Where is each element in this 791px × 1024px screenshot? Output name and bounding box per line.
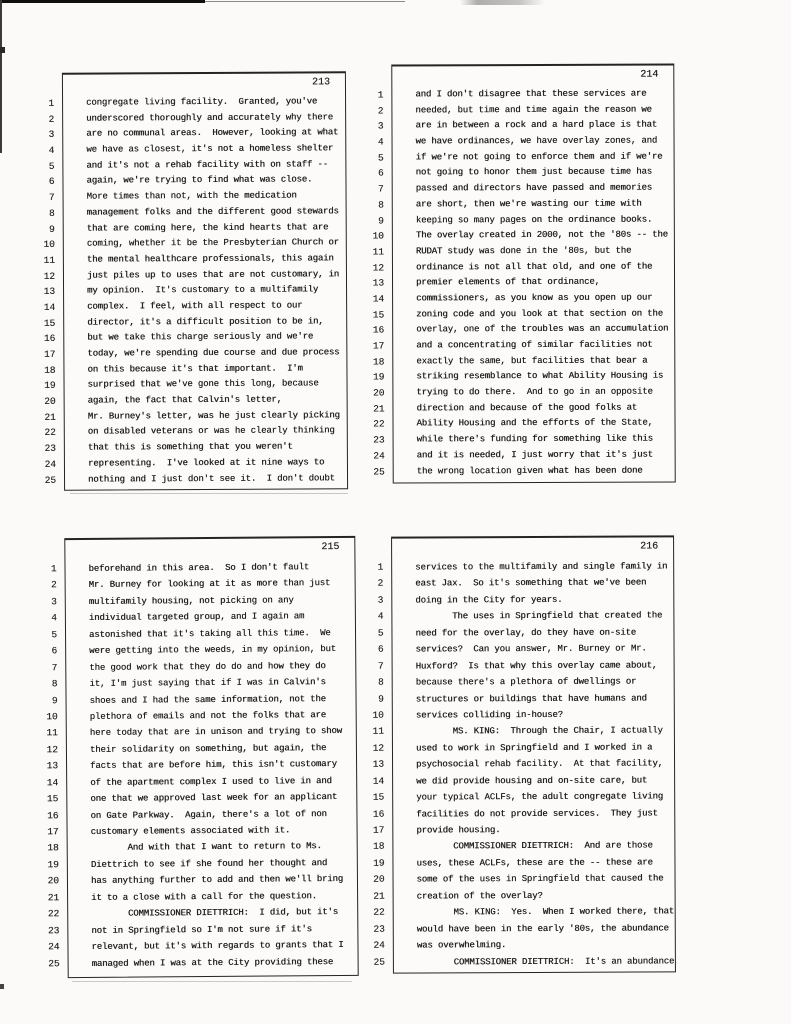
transcript-line: beforehand in this area. So I don't fault	[88, 562, 310, 574]
line-number: 2	[50, 579, 57, 591]
transcript-line: customary elements associated with it.	[90, 825, 291, 837]
page-number: 215	[321, 541, 340, 554]
transcript-line: And with that I want to return to Ms.	[90, 841, 322, 854]
transcript-line: multifamily housing, not picking on any	[88, 595, 294, 607]
line-number: 21	[44, 411, 56, 423]
transcript-text	[392, 558, 675, 970]
line-number: 23	[47, 924, 60, 936]
transcript-line: it to a close with a call for the question.	[91, 890, 317, 903]
transcript-line: zoning code and you look at that section on the	[416, 308, 663, 320]
page-number: 216	[640, 541, 659, 553]
line-number: 25	[48, 957, 60, 969]
transcript-line: passed and directors have passed and memories	[415, 182, 653, 194]
transcript-line: management folks and the different good stewards	[86, 206, 339, 218]
scan-mark-left-lower	[0, 984, 4, 989]
line-number: 18	[372, 841, 385, 853]
line-number-column	[28, 96, 56, 488]
line-number: 6	[48, 176, 55, 188]
transcript-line: today, we're spending due course and due process	[87, 347, 340, 359]
line-number: 4	[48, 144, 55, 156]
line-number: 9	[51, 694, 58, 706]
line-number: 16	[372, 808, 385, 820]
scan-shadow-page-215	[72, 981, 352, 982]
transcript-line: was overwhelming.	[416, 940, 507, 951]
line-number: 13	[46, 760, 59, 772]
transcript-line: are short, then we're wasting our time with	[415, 198, 642, 210]
transcript-line: commissioners, as you know as you open up our	[416, 292, 653, 304]
transcript-line: facts that are before him, this isn't customary	[90, 759, 337, 772]
line-number: 4	[377, 136, 384, 148]
transcript-line: provide housing.	[416, 825, 501, 836]
transcript-line: services? Can you answer, Mr. Burney or Mr.	[415, 643, 647, 655]
line-number: 20	[47, 875, 60, 887]
line-number: 3	[51, 596, 57, 608]
transcript-line: structures or buildings that have humans and	[415, 693, 647, 705]
line-number: 7	[377, 183, 384, 195]
transcript-line: RUDAT study was done in the '80s, but the	[415, 245, 632, 257]
line-number: 7	[48, 191, 55, 203]
page-sheet	[391, 535, 676, 973]
line-number: 23	[44, 442, 56, 454]
line-number: 20	[44, 395, 56, 407]
transcript-line: More times than not, with the medication	[86, 190, 297, 202]
line-number: 2	[377, 105, 384, 117]
line-number: 7	[51, 661, 58, 673]
transcript-line: used to work in Springfield and I worked in a	[415, 742, 653, 754]
line-number: 9	[48, 223, 55, 235]
transcript-line: their solidarity on something, but again, the	[89, 742, 327, 755]
transcript-line: while there's funding for something like this	[416, 433, 653, 445]
line-number: 4	[377, 610, 384, 622]
line-number: 13	[43, 286, 56, 298]
transcript-line: plethora of emails and not the folks that are	[89, 710, 327, 722]
line-number: 13	[372, 758, 385, 770]
transcript-line: on disabled veterans or was he clearly thinking	[87, 425, 335, 438]
transcript-line: relevant, but it's with regards to grants that I	[91, 940, 344, 953]
line-number: 18	[44, 364, 56, 376]
line-number: 22	[373, 906, 385, 918]
transcript-line: one that we approved last week for an applicant	[90, 792, 338, 805]
line-number: 9	[378, 693, 384, 705]
line-number: 11	[372, 726, 384, 738]
line-number: 24	[44, 458, 56, 470]
transcript-line: are no communal areas. However, looking at what	[86, 127, 339, 139]
line-number: 8	[377, 676, 384, 688]
transcript-line: but we take this charge seriously and we're	[87, 331, 314, 343]
line-number: 21	[373, 890, 385, 902]
line-number: 20	[373, 873, 385, 886]
transcript-line: and it's not a rehab facility with on staff --	[86, 159, 328, 171]
line-number: 23	[373, 434, 385, 446]
line-number: 1	[377, 561, 384, 573]
transcript-line: Huxford? Is that why this overlay came about,	[415, 660, 658, 672]
transcript-line: COMMISSIONER DIETTRICH: And are those	[416, 840, 653, 852]
transcript-line: again, we're trying to find what was close.	[86, 174, 313, 187]
line-number: 19	[372, 371, 385, 383]
transcript-line: ordinance is not all that old, and one of the	[415, 261, 653, 272]
transcript-line: were getting into the weeds, in my opinion, but	[89, 644, 336, 657]
page-number: 214	[640, 69, 659, 81]
line-number: 24	[373, 450, 385, 462]
transcript-line: would have been in the early '80s, the abundance	[416, 923, 669, 935]
line-number: 15	[372, 309, 385, 321]
transcript-line: and I don't disagree that these services are	[415, 88, 647, 100]
transcript-line: the good work that they do do and how they do	[89, 660, 326, 673]
line-number: 6	[51, 645, 58, 657]
transcript-line: that this is something that you weren't	[87, 441, 293, 453]
line-number: 14	[372, 293, 385, 305]
line-number: 19	[47, 859, 59, 871]
transcript-line: and a concentrating of similar facilities not	[416, 339, 653, 351]
transcript-line: services to the multifamily and single family in	[415, 561, 668, 573]
scan-shadow-page-213	[70, 493, 348, 494]
line-number: 11	[46, 727, 58, 739]
line-number: 3	[48, 129, 55, 141]
line-number: 6	[377, 643, 384, 655]
transcript-line: needed, but time and time again the reason we	[415, 104, 652, 116]
line-number: 23	[373, 923, 385, 935]
transcript-line: because there's a plethora of dwellings or	[415, 676, 637, 688]
transcript-line: not in Springfield so I'm not sure if it's	[91, 923, 312, 936]
transcript-line: services colliding in-house?	[415, 709, 563, 721]
transcript-line: it, I'm just saying that if I was in Calvin's	[89, 677, 326, 690]
line-number: 10	[372, 709, 384, 721]
line-number: 14	[372, 775, 385, 787]
line-number: 12	[372, 262, 384, 274]
line-number: 2	[377, 578, 384, 590]
transcript-line: here today that are in unison and trying to show	[89, 726, 342, 739]
transcript-line: some of the uses in Springfield that caused the	[416, 873, 664, 885]
line-number: 14	[46, 776, 59, 788]
transcript-line: on Gate Parkway. Again, there's a lot of non	[90, 808, 327, 821]
scan-streak-top	[0, 0, 205, 3]
line-number: 1	[377, 89, 384, 101]
transcript-line: nothing and I just don't see it. I don't doubt	[88, 472, 335, 485]
line-number: 9	[378, 215, 384, 227]
transcript-line: representing. I've looked at it nine ways to	[87, 457, 325, 469]
transcript-line: my opinion. It's customary to a multifamily	[87, 284, 319, 296]
line-number: 16	[43, 333, 56, 345]
line-number: 3	[377, 120, 384, 132]
line-number: 17	[372, 824, 385, 836]
line-number: 10	[43, 238, 55, 251]
line-number: 22	[47, 908, 60, 920]
line-number: 16	[372, 324, 385, 336]
line-number: 24	[48, 941, 60, 953]
line-number: 11	[43, 254, 55, 266]
transcript-line: we have ordinances, we have overlay zones, and	[415, 135, 658, 147]
line-number: 20	[372, 387, 385, 399]
transcript-line: need for the overlay, do they have on-site	[415, 627, 637, 639]
transcript-line: underscored thoroughly and accurately why there	[86, 112, 333, 124]
line-number: 17	[43, 348, 56, 360]
transcript-line: director, it's a difficult position to be in,	[87, 316, 324, 328]
line-number: 17	[47, 826, 59, 838]
transcript-line: if we're not going to enforce them and if we're	[415, 151, 663, 163]
transcript-line: Mr. Burney's letter, was he just clearly picking	[87, 410, 340, 422]
line-number: 5	[51, 628, 58, 641]
transcript-line: Diettrich to see if she found her thought and	[90, 857, 328, 870]
transcript-line: COMMISSIONER DIETTRICH: It's an abundance	[416, 955, 675, 968]
line-number: 19	[373, 857, 385, 869]
transcript-line: uses, these ACLFs, these are the -- these are	[416, 857, 653, 869]
line-number-column	[30, 561, 59, 972]
transcript-page-216	[372, 535, 676, 973]
page-sheet	[64, 536, 358, 978]
transcript-line: just piles up to uses that are not customary, in	[86, 268, 340, 281]
transcript-line: the mental healthcare professionals, this again	[86, 253, 334, 265]
line-number: 7	[377, 660, 384, 672]
transcript-line: we did provide housing and on-site care, but	[416, 775, 648, 787]
line-number: 16	[47, 809, 59, 821]
transcript-line: overlay, one of the troubles was an accumulation	[416, 323, 669, 335]
transcript-line: complex. I feel, with all respect to our	[87, 300, 303, 312]
transcript-line: not going to honor them just because time has	[415, 167, 652, 178]
line-number: 8	[51, 678, 58, 690]
transcript-page-213	[43, 71, 348, 490]
line-number: 18	[47, 842, 59, 854]
transcript-line: again, the fact that Calvin's letter,	[87, 394, 282, 406]
transcript-line: psychosocial rehab facility. At that facility,	[416, 758, 663, 770]
transcript-line: has anything further to add and then we'll bring	[90, 874, 344, 887]
line-number: 5	[48, 160, 55, 172]
scan-smudge-top	[460, 0, 545, 5]
line-number: 2	[48, 113, 55, 125]
line-number: 10	[46, 711, 58, 723]
transcript-line: shoes and I had the same information, not the	[89, 693, 326, 706]
line-number: 1	[48, 97, 55, 109]
transcript-line: Ability Housing and the efforts of the State,	[416, 418, 653, 429]
line-number: 6	[377, 167, 384, 179]
transcript-line: congregate living facility. Granted, you've	[86, 96, 318, 108]
transcript-text	[63, 94, 347, 488]
page-sheet	[62, 71, 348, 490]
transcript-page-215	[46, 536, 358, 978]
transcript-line: creation of the overlay?	[416, 890, 543, 902]
line-number: 12	[46, 744, 58, 756]
line-number: 21	[47, 891, 60, 904]
line-number: 15	[372, 791, 385, 803]
transcript-line: coming, whether it be the Presbyterian Church or	[86, 237, 339, 249]
line-number: 14	[43, 301, 56, 313]
line-number: 12	[43, 270, 55, 282]
transcript-line: your typical ACLFs, the adult congregate living	[416, 791, 664, 803]
line-number: 15	[46, 793, 59, 805]
line-number: 8	[48, 207, 55, 219]
line-number: 13	[372, 277, 385, 289]
transcript-line: keeping so many pages on the ordinance books.	[415, 214, 653, 225]
line-number: 25	[44, 474, 57, 486]
transcript-line: of the apartment complex I used to live in and	[90, 775, 332, 788]
line-number: 17	[372, 340, 385, 352]
transcript-line: The overlay created in 2000, not the '80s -- the	[415, 229, 668, 241]
transcript-line: on this because it's that important. I'm	[87, 363, 303, 375]
line-number: 8	[378, 199, 384, 211]
transcript-line: east Jax. So it's something that we've been	[415, 577, 647, 589]
transcript-line: exactly the same, but facilities that bear a	[416, 355, 648, 367]
transcript-line: direction and because of the good folks at	[416, 402, 638, 414]
line-number: 12	[372, 742, 384, 754]
transcript-line: individual targeted group, and I again am	[88, 611, 305, 624]
transcript-line: that are coming here, the kind hearts that are	[86, 221, 329, 234]
line-number: 1	[50, 563, 57, 575]
line-number: 24	[373, 939, 385, 951]
transcript-line: Mr. Burney for looking at it as more than just	[88, 578, 331, 591]
transcript-line: trying to do there. And to go in an opposite	[416, 386, 653, 398]
transcript-line: we have as closest, it's not a homeless shelter	[86, 143, 334, 155]
scan-edge-left	[0, 0, 2, 153]
scan-mark-left-upper	[0, 47, 5, 53]
line-number: 21	[373, 403, 385, 415]
line-number: 18	[372, 356, 385, 368]
line-number: 25	[373, 466, 385, 478]
transcript-line: doing in the City for years.	[415, 594, 563, 606]
transcript-line: The uses in Springfield that created the	[415, 610, 663, 622]
transcript-line: facilities do not provide services. They just	[416, 808, 658, 820]
transcript-text	[65, 559, 357, 972]
transcript-text	[392, 87, 674, 480]
line-number: 11	[372, 246, 384, 258]
line-number: 10	[372, 230, 384, 242]
line-number: 5	[377, 152, 384, 164]
scan-streak-top-faint	[205, 1, 405, 2]
line-number: 15	[43, 317, 56, 329]
transcript-line: striking resemblance to what Ability Housing is	[416, 370, 664, 382]
transcript-line: managed when I was at the City providing these	[91, 956, 334, 969]
transcript-line: COMMISSIONER DIETTRICH: I did, but it's	[91, 907, 339, 920]
transcript-line: the wrong location given what has been done	[416, 465, 643, 476]
transcript-line: premier elements of that ordinance,	[416, 277, 600, 288]
transcript-line: and it is needed, I just worry that it's just	[416, 449, 653, 461]
transcript-line: MS. KING: Yes. When I worked there, that	[416, 906, 675, 918]
line-number: 3	[377, 594, 384, 606]
line-number: 5	[377, 627, 384, 639]
line-number: 22	[373, 418, 385, 430]
transcript-line: astonished that it's taking all this time. We	[88, 627, 331, 640]
line-number-column	[357, 560, 385, 971]
page-sheet	[391, 64, 675, 484]
line-number: 22	[44, 427, 56, 439]
page-number: 213	[311, 77, 330, 89]
transcript-line: are in between a rock and a hard place is that	[415, 119, 658, 131]
line-number-column	[357, 88, 384, 480]
transcript-line: surprised that we've gone this long, because	[87, 378, 319, 390]
line-number: 19	[44, 380, 56, 392]
line-number: 4	[51, 612, 57, 624]
line-number: 25	[373, 956, 385, 968]
transcript-page-214	[372, 64, 675, 484]
transcript-line: MS. KING: Through the Chair, I actually	[415, 725, 663, 737]
